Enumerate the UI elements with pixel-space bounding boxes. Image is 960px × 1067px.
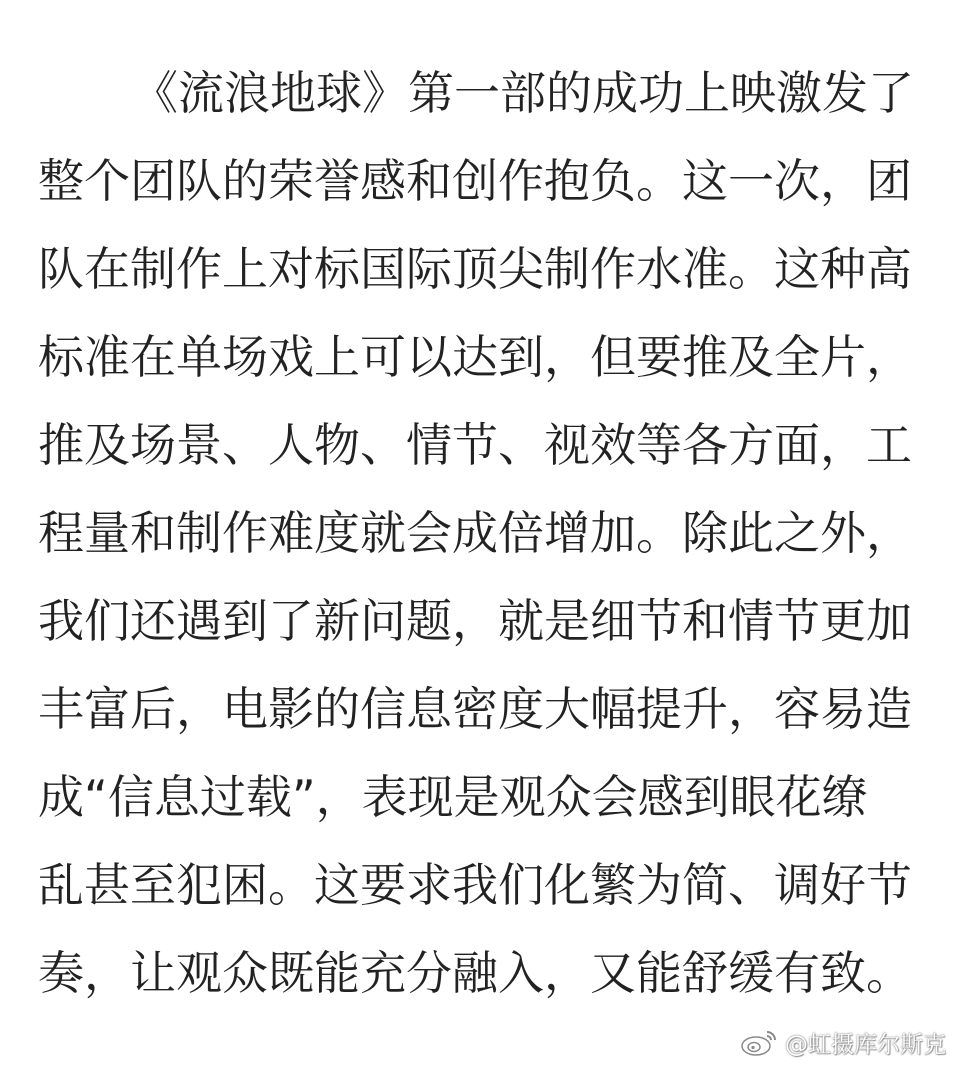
text-line-5: 推及场景、人物、情节、视效等各方面，工 <box>38 418 912 472</box>
weibo-watermark <box>739 1022 946 1062</box>
text-line-1: 《流浪地球》第一部的成功上映激发了 <box>132 66 914 120</box>
text-line-7: 我们还遇到了新问题，就是细节和情节更加 <box>38 594 912 648</box>
text-line-9: 成“信息过载”，表现是观众会感到眼花缭 <box>38 770 868 824</box>
text-line-4: 标准在单场戏上可以达到，但要推及全片， <box>38 330 912 384</box>
text-line-3: 队在制作上对标国际顶尖制作水准。这种高 <box>38 242 912 296</box>
text-line-10: 乱甚至犯困。这要求我们化繁为简、调好节 <box>38 858 912 912</box>
watermark-handle: @虹摄库尔斯克 <box>785 1031 946 1058</box>
text-line-8: 丰富后，电影的信息密度大幅提升，容易造 <box>38 682 912 736</box>
text-line-6: 程量和制作难度就会成倍增加。除此之外， <box>38 506 912 560</box>
weibo-icon <box>739 1027 779 1057</box>
text-line-2: 整个团队的荣誉感和创作抱负。这一次，团 <box>38 154 912 208</box>
text-line-11: 奏，让观众既能充分融入，又能舒缓有致。 <box>38 946 912 1000</box>
